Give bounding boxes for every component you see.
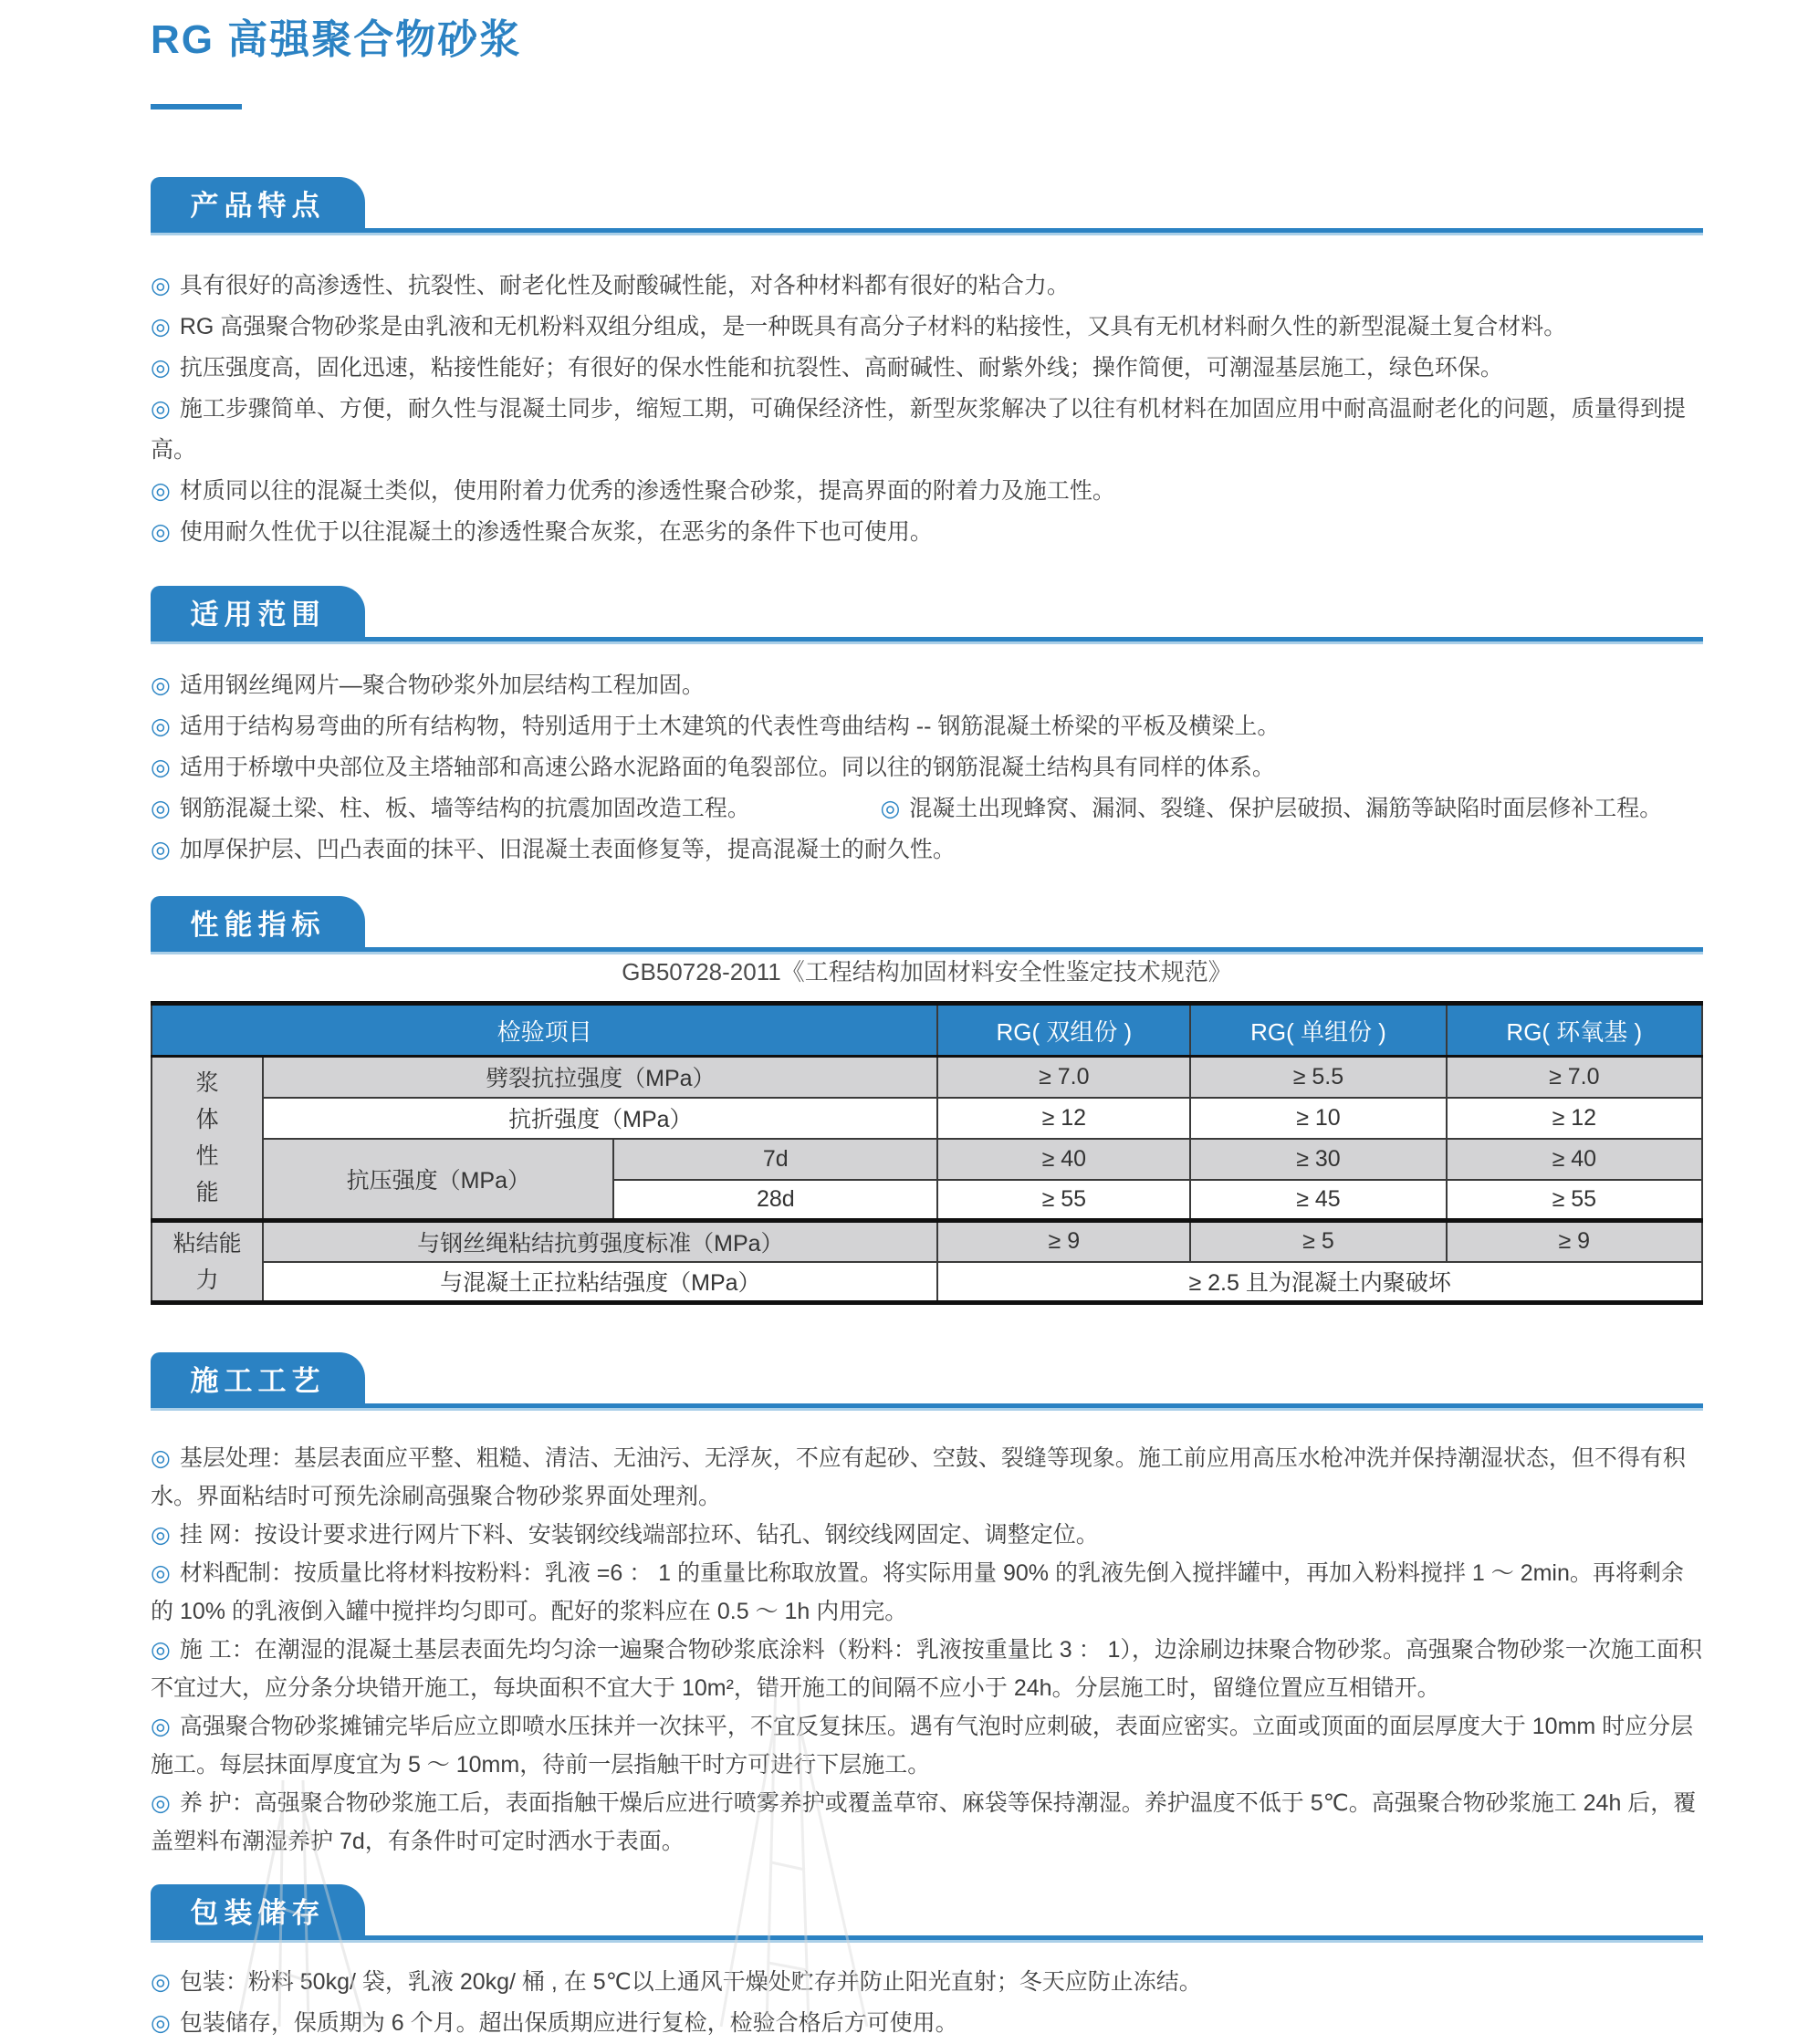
list-item: ◎ 适用于桥墩中央部位及主塔轴部和高速公路水泥路面的龟裂部位。同以往的钢筋混凝土结构具有同样的体系。 [151,755,1275,780]
value-cell: ≥ 12 [937,1098,1190,1139]
column-header: 检验项目 [152,1004,937,1057]
list-item: ◎ 具有很好的高渗透性、抗裂性、耐老化性及耐酸碱性能，对各种材料都有很好的粘合力。 [151,273,1070,298]
section-process-header [151,1352,1703,1408]
value-cell: ≥ 40 [1447,1139,1702,1180]
section-scope [151,586,1703,871]
row-group-label: 粘结能力 [152,1221,263,1303]
section-packaging-tab [151,1884,365,1935]
bullet-icon: ◎ [151,1714,171,1739]
section-packaging-header [151,1884,1703,1940]
section-scope-tab [151,586,365,637]
process-list [151,1439,1703,1861]
column-header: RG( 双组份 ) [937,1004,1190,1057]
list-item: ◎ 加厚保护层、凹凸表面的抹平、旧混凝土表面修复等，提高混凝土的耐久性。 [151,837,956,862]
bullet-icon: ◎ [151,837,171,862]
bullet-icon: ◎ [151,273,171,298]
list-item: ◎ RG 高强聚合物砂浆是由乳液和无机粉料双组分组成，是一种既具有高分子材料的粘接性，又具有无机材料耐久性的新型混凝土复合材料。 [151,314,1567,339]
bullet-icon: ◎ [151,355,171,381]
value-cell: ≥ 12 [1447,1098,1702,1139]
table-row [152,1057,1702,1098]
column-header: RG( 单组份 ) [1190,1004,1446,1057]
section-process-tab [151,1352,365,1403]
bullet-icon: ◎ [151,1445,171,1471]
bullet-icon: ◎ [151,755,171,780]
bullet-icon: ◎ [151,796,171,821]
bullet-icon: ◎ [151,1790,171,1816]
bullet-icon: ◎ [151,2010,171,2036]
list-item: ◎ 使用耐久性优于以往混凝土的渗透性聚合灰浆，在恶劣的条件下也可使用。 [151,519,933,545]
list-item: ◎ 施工步骤简单、方便，耐久性与混凝土同步，缩短工期，可确保经济性，新型灰浆解决了以往有机材料在加固应用中耐高温耐老化的问题，质量得到提高。 [151,396,1686,463]
section-process-heading: 施工工艺 [190,1364,326,1397]
section-performance-heading: 性能指标 [190,908,326,941]
table-header-row [152,1004,1702,1057]
list-item-double: ◎ 钢筋混凝土梁、柱、板、墙等结构的抗震加固改造工程。 ◎ 混凝土出现蜂窝、漏洞、裂缝、保护层破损、漏筋等缺陷时面层修补工程。 [151,796,1663,821]
bullet-icon: ◎ [151,314,171,339]
list-item: ◎ 抗压强度高，固化迅速，粘接性能好；有很好的保水性能和抗裂性、高耐碱性、耐紫外线；操作简便，可潮湿基层施工，绿色环保。 [151,355,1503,381]
value-cell: ≥ 55 [1447,1180,1702,1221]
row-group-label: 浆体性能 [152,1057,263,1221]
bullet-icon: ◎ [151,1637,171,1663]
list-item: ◎ 包装储存，保质期为 6 个月。超出保质期应进行复检，检验合格后方可使用。 [151,2010,958,2036]
section-performance [151,896,1703,1305]
section-performance-header [151,896,1703,952]
value-cell: ≥ 45 [1190,1180,1446,1221]
performance-table [151,1001,1703,1305]
list-item: ◎ 材料配制：按质量比将材料按粉料：乳液 =6 ： 1 的重量比称取放置。将实际用量 90% 的乳液先倒入搅拌罐中，再加入粉料搅拌 1 ～ 2min。再将剩余的 10% 的乳液倒入罐中搅拌均匀即可。配好的浆料应在 0.5 ～ 1h 内用完。 [151,1560,1684,1624]
test-item: 劈裂抗拉强度（MPa） [263,1057,937,1098]
bullet-icon: ◎ [151,519,171,545]
bullet-icon: ◎ [151,396,171,422]
table-row [152,1098,1702,1139]
list-item: ◎ 基层处理：基层表面应平整、粗糙、清洁、无油污、无浮灰，不应有起砂、空鼓、裂缝等现象。施工前应用高压水枪冲洗并保持潮湿状态，但不得有积水。界面粘结时可预先涂刷高强聚合物砂浆界面处理剂。 [151,1445,1686,1509]
list-item: ◎ 包装：粉料 50kg/ 袋，乳液 20kg/ 桶 , 在 5℃以上通风干燥处贮存并防止阳光直射；冬天应防止冻结。 [151,1969,1202,1995]
section-packaging [151,1884,1703,2044]
title-underline [151,104,242,110]
bullet-icon: ◎ [151,1969,171,1995]
age-cell: 28d [613,1180,937,1221]
value-cell: ≥ 5.5 [1190,1057,1446,1098]
value-cell: ≥ 9 [937,1221,1190,1262]
section-scope-header [151,586,1703,641]
bullet-icon: ◎ [151,478,171,504]
value-cell: ≥ 55 [937,1180,1190,1221]
bullet-icon: ◎ [151,1522,171,1548]
section-features [151,177,1703,553]
table-row [152,1139,1702,1180]
bullet-icon: ◎ [880,796,901,821]
table-row [152,1221,1702,1262]
section-performance-tab [151,896,365,947]
value-cell: ≥ 30 [1190,1139,1446,1180]
bullet-icon: ◎ [151,673,171,698]
value-cell: ≥ 5 [1190,1221,1446,1262]
column-header: RG( 环氧基 ) [1447,1004,1702,1057]
scope-list [151,665,1703,871]
list-item: ◎ 挂 网：按设计要求进行网片下料、安装钢绞线端部拉环、钻孔、钢绞线网固定、调整定位。 [151,1522,1099,1548]
bullet-icon: ◎ [151,1560,171,1586]
value-cell: ≥ 10 [1190,1098,1446,1139]
bullet-icon: ◎ [151,714,171,739]
list-item: ◎ 材质同以往的混凝土类似，使用附着力优秀的渗透性聚合砂浆，提高界面的附着力及施工性。 [151,478,1115,504]
test-item: 与钢丝绳粘结抗剪强度标准（MPa） [263,1221,937,1262]
section-features-header [151,177,1703,233]
age-cell: 7d [613,1139,937,1180]
list-item: ◎ 养 护：高强聚合物砂浆施工后，表面指触干燥后应进行喷雾养护或覆盖草帘、麻袋等保持潮湿。养护温度不低于 5℃。高强聚合物砂浆施工 24h 后，覆盖塑料布潮湿养护 7d，有条件时可定时洒水于表面。 [151,1790,1697,1854]
table-caption: GB50728-2011《工程结构加固材料安全性鉴定技术规范》 [622,958,1232,986]
table-row [152,1262,1702,1303]
section-packaging-heading: 包装储存 [190,1896,326,1929]
page-title: RG 高强聚合物砂浆 [151,17,522,62]
test-item: 抗折强度（MPa） [263,1098,937,1139]
value-cell: ≥ 40 [937,1139,1190,1180]
list-item: ◎ 高强聚合物砂浆摊铺完毕后应立即喷水压抹并一次抹平，不宜反复抹压。遇有气泡时应刺破，表面应密实。立面或顶面的面层厚度大于 10mm 时应分层施工。每层抹面厚度宜为 5 ～ 10mm，待前一层指触干时方可进行下层施工。 [151,1714,1694,1778]
test-item: 与混凝土正拉粘结强度（MPa） [263,1262,937,1303]
section-features-heading: 产品特点 [190,189,326,222]
value-cell: ≥ 7.0 [1447,1057,1702,1098]
features-list [151,266,1703,553]
section-process [151,1352,1703,1861]
list-item: ◎ 适用于结构易弯曲的所有结构物，特别适用于土木建筑的代表性弯曲结构 -- 钢筋混凝土桥梁的平板及横梁上。 [151,714,1281,739]
list-item: ◎ 施 工：在潮湿的混凝土基层表面先均匀涂一遍聚合物砂浆底涂料（粉料：乳液按重量比 3 ： 1），边涂刷边抹聚合物砂浆。高强聚合物砂浆一次施工面积不宜过大，应分条分块错开施工，每块面积不宜大于 10m²，错开施工的间隔不应小于 24h。分层施工时，留缝位置应互相错开。 [151,1637,1702,1701]
packaging-list [151,1962,1703,2044]
section-scope-heading: 适用范围 [190,598,326,631]
value-cell: ≥ 7.0 [937,1057,1190,1098]
list-item: ◎ 适用钢丝绳网片—聚合物砂浆外加层结构工程加固。 [151,673,705,698]
section-features-tab [151,177,365,228]
value-cell: ≥ 9 [1447,1221,1702,1262]
value-cell-merged: ≥ 2.5 且为混凝土内聚破坏 [937,1262,1702,1303]
test-item: 抗压强度（MPa） [263,1139,613,1221]
